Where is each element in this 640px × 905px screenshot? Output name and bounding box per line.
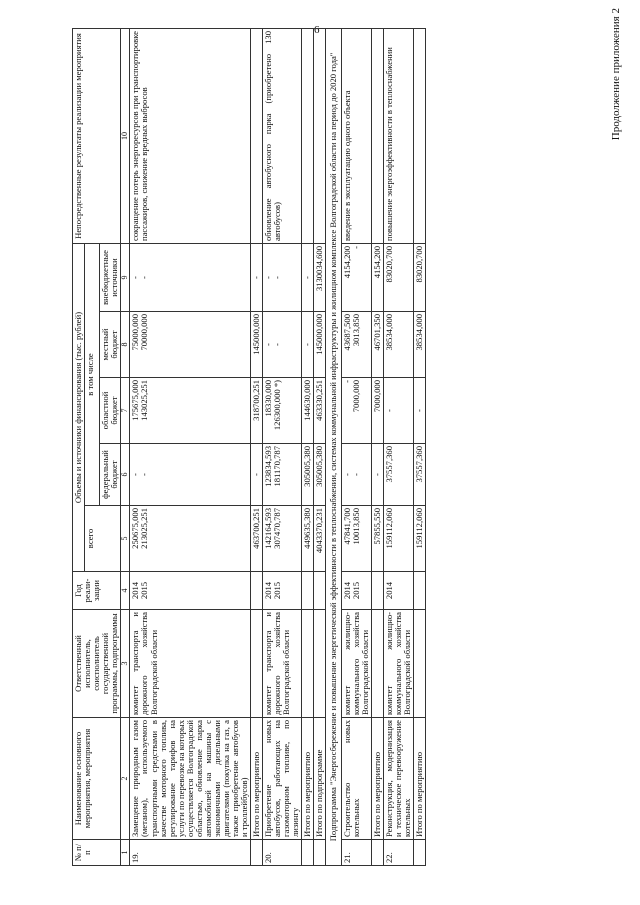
table-row xyxy=(262,29,301,866)
row-year: 2014 xyxy=(383,572,413,610)
header-resp: Ответственный исполнитель, соисполнитель государственной программы, подпрограммы xyxy=(73,610,121,718)
header-fed: федеральный бюджет xyxy=(100,444,121,506)
col-index: 1 xyxy=(121,840,130,866)
row-resp: комитет жилищно-коммунального хозяйства Волгоградской области xyxy=(341,610,371,718)
row-fed: 305005,380 xyxy=(301,444,313,506)
row-fed: - xyxy=(250,444,262,506)
row-total: 4043370,231 xyxy=(313,506,325,572)
table-row-subtotal xyxy=(250,29,262,866)
row-result: повышение энергоэффективности в теплоснабжении xyxy=(383,29,413,244)
header-obl: областной бюджет xyxy=(100,378,121,444)
row-extra: 4154,200 xyxy=(371,244,383,312)
table-row-subprogram-total xyxy=(313,29,325,866)
row-extra: 83020,700 xyxy=(383,244,413,312)
row-fed: 123834,593 181170,787 xyxy=(262,444,301,506)
subprogram-title: Подпрограмма "Энергосбережение и повышение энергетической эффективности в теплоснабжении, системах коммунальной инфраструктуры и жилищном комплексе Волгоградской области на период до 2020 года" xyxy=(325,29,341,866)
row-total: 159112,060 xyxy=(413,506,425,572)
table-row xyxy=(341,29,371,866)
row-label: Итого по мероприятию xyxy=(301,718,313,840)
row-total: 47841,700 10013,850 xyxy=(341,506,371,572)
subprogram-heading-row xyxy=(325,29,341,866)
col-index: 2 xyxy=(121,718,130,840)
row-total: 142164,593 307470,787 xyxy=(262,506,301,572)
table-row-subtotal xyxy=(371,29,383,866)
row-name: Замещение природным газом (метаном), используемого транспортными средствами в качестве моторного топлива, регулирование тарифов на услуги по перевозке на которых осуществляется Волгоградской областью, обновление парка автомобилей на машины с экономичными дизельными двигателями (покупка на газ, а также приобретение автобусов и троллейбусов) xyxy=(130,718,250,840)
header-volumes: Объемы и источники финансирования (тыс. рублей) xyxy=(73,244,85,572)
row-name: Строительство новых котельных xyxy=(341,718,371,840)
row-loc: 38534,000 xyxy=(413,312,425,378)
row-loc: - xyxy=(301,312,313,378)
row-label: Итого по подпрограмме xyxy=(313,718,325,840)
row-loc: 145000,000 xyxy=(313,312,325,378)
col-index: 7 xyxy=(121,378,130,444)
row-label: Итого по мероприятию xyxy=(250,718,262,840)
row-obl: 144630,000 xyxy=(301,378,313,444)
row-year: 2014 2015 xyxy=(130,572,250,610)
row-extra: - xyxy=(250,244,262,312)
col-index: 8 xyxy=(121,312,130,378)
row-total: 449635,380 xyxy=(301,506,313,572)
row-obl: 463330,251 xyxy=(313,378,325,444)
row-label: Итого по мероприятию xyxy=(413,718,425,840)
row-extra: 3130034,600 xyxy=(313,244,325,312)
row-resp: комитет транспорта и дорожного хозяйства Волгоградской области xyxy=(262,610,301,718)
row-result: обновление автобусного парка (приобретено 130 автобусов) xyxy=(262,29,301,244)
row-name: Реконструкция, модернизация и техническое перевооружение котельных xyxy=(383,718,413,840)
row-num: 22. xyxy=(383,840,413,866)
row-loc: - - xyxy=(262,312,301,378)
row-loc: 145000,000 xyxy=(250,312,262,378)
row-obl: - 7000,000 xyxy=(341,378,371,444)
row-extra: - - xyxy=(130,244,250,312)
table-row xyxy=(130,29,250,866)
row-year: 2014 2015 xyxy=(341,572,371,610)
row-obl: 18330,000 126300,000 *) xyxy=(262,378,301,444)
col-index: 4 xyxy=(121,572,130,610)
row-extra: - - xyxy=(262,244,301,312)
column-index-row xyxy=(121,29,130,866)
row-total: 57855,550 xyxy=(371,506,383,572)
row-result: введение в эксплуатацию одного объекта xyxy=(341,29,371,244)
row-obl: 318700,251 xyxy=(250,378,262,444)
col-index: 10 xyxy=(121,29,130,244)
header-total: всего xyxy=(85,506,121,572)
row-obl: 175675,000 143025,251 xyxy=(130,378,250,444)
page-number: 6 xyxy=(314,24,320,36)
header-year: Год реали-зации xyxy=(73,572,121,610)
col-index: 5 xyxy=(121,506,130,572)
row-total: 463700,251 xyxy=(250,506,262,572)
header-name: Наименование основного мероприятия, мероприятия xyxy=(73,718,121,840)
row-fed: - - xyxy=(341,444,371,506)
row-extra: 4154,200 - xyxy=(341,244,371,312)
row-num: 19. xyxy=(130,840,250,866)
row-loc: 75000,000 70000,000 xyxy=(130,312,250,378)
row-fed: 37557,360 xyxy=(413,444,425,506)
row-num: 21. xyxy=(341,840,371,866)
row-resp: комитет транспорта и дорожного хозяйства Волгоградской области xyxy=(130,610,250,718)
table-row xyxy=(383,29,413,866)
row-num: 20. xyxy=(262,840,301,866)
row-label: Итого по мероприятию xyxy=(371,718,383,840)
row-loc: 38534,000 xyxy=(383,312,413,378)
header-num: № п/п xyxy=(73,840,121,866)
col-index: 6 xyxy=(121,444,130,506)
table-row-subtotal xyxy=(301,29,313,866)
appendix-caption: Продолжение приложения 2 xyxy=(610,8,622,141)
row-obl: - xyxy=(383,378,413,444)
row-year: 2014 2015 xyxy=(262,572,301,610)
row-loc: 43687,500 3013,850 xyxy=(341,312,371,378)
table-row-subtotal xyxy=(413,29,425,866)
header-extra: внебюджетные источники xyxy=(100,244,121,312)
rotated-table-container xyxy=(72,28,628,866)
row-loc: 46701,350 xyxy=(371,312,383,378)
row-name: Приобретение новых автобусов, работающих на газомоторном топливе, по лизингу xyxy=(262,718,301,840)
col-index: 3 xyxy=(121,610,130,718)
header-result: Непосредственные результаты реализации мероприятия xyxy=(73,29,121,244)
row-fed: - - xyxy=(130,444,250,506)
col-index: 9 xyxy=(121,244,130,312)
row-fed: - xyxy=(371,444,383,506)
header-incl: в том числе xyxy=(85,244,100,506)
row-result: сокращение потерь энергоресурсов при транспортировке пассажиров, снижение вредных выбросов xyxy=(130,29,250,244)
row-extra: - xyxy=(301,244,313,312)
row-obl: - xyxy=(413,378,425,444)
row-total: 250675,000 213025,251 xyxy=(130,506,250,572)
row-obl: 7000,000 xyxy=(371,378,383,444)
row-extra: 83020,700 xyxy=(413,244,425,312)
header-loc: местный бюджет xyxy=(100,312,121,378)
row-resp: комитет жилищно-коммунального хозяйства Волгоградской области xyxy=(383,610,413,718)
row-total: 159112,060 xyxy=(383,506,413,572)
row-fed: 305005,380 xyxy=(313,444,325,506)
financing-table xyxy=(72,28,426,866)
row-fed: 37557,360 xyxy=(383,444,413,506)
